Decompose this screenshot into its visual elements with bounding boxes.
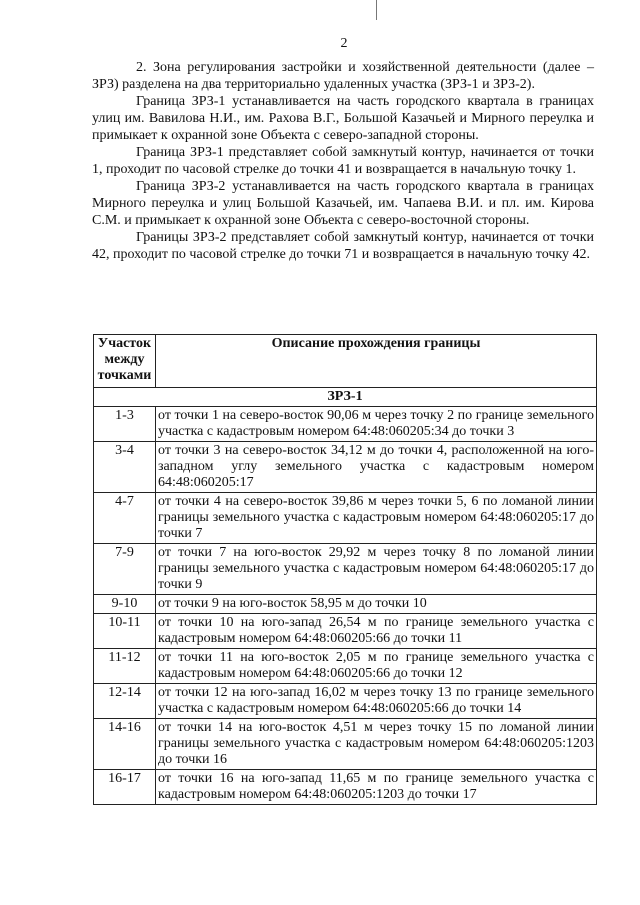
table-row — [94, 544, 597, 595]
paragraph-zone-intro: 2. Зона регулирования застройки и хозяйственной деятельности (далее – ЗРЗ) разделена на два территориально удаленных участка (ЗРЗ-1 и ЗРЗ-2). — [92, 60, 594, 92]
description-cell: от точки 10 на юго-запад 26,54 м по границе земельного участка с кадастровым номером 64:48:060205:66 до точки 11 — [156, 614, 597, 649]
segment-cell: 10-11 — [94, 614, 156, 649]
paragraph-zrz1-contour: Граница ЗРЗ-1 представляет собой замкнутый контур, начинается от точки 1, проходит по часовой стрелке до точки 41 и возвращается в начальную точку 1. — [92, 145, 594, 177]
table-row — [94, 407, 597, 442]
description-cell: от точки 16 на юго-запад 11,65 м по границе земельного участка с кадастровым номером 64:48:060205:1203 до точки 17 — [156, 770, 597, 805]
segment-cell: 9-10 — [94, 595, 156, 614]
paragraph-zrz1-boundary: Граница ЗРЗ-1 устанавливается на часть городского квартала в границах улиц им. Вавилова Н.И., им. Рахова В.Г., Большой Казачьей и Мирного переулка и примыкает к охранной зоне Объекта с северо-западной стороны. — [92, 94, 594, 143]
header-segment: Участок между точками — [94, 335, 156, 388]
segment-cell: 14-16 — [94, 719, 156, 770]
table-header-row — [94, 335, 597, 388]
table-row — [94, 493, 597, 544]
description-cell: от точки 12 на юго-запад 16,02 м через точку 13 по границе земельного участка с кадастровым номером 64:48:060205:66 до точки 14 — [156, 684, 597, 719]
description-cell: от точки 9 на юго-восток 58,95 м до точки 10 — [156, 595, 597, 614]
description-cell: от точки 3 на северо-восток 34,12 м до точки 4, расположенной на юго-западном углу земельного участка с кадастровым номером 64:48:060205:17 — [156, 442, 597, 493]
table-row — [94, 442, 597, 493]
zone-row — [94, 388, 597, 407]
table-row — [94, 684, 597, 719]
segment-cell: 1-3 — [94, 407, 156, 442]
table-row — [94, 770, 597, 805]
fold-line — [376, 0, 377, 20]
description-cell: от точки 1 на северо-восток 90,06 м через точку 2 по границе земельного участка с кадастровым номером 64:48:060205:34 до точки 3 — [156, 407, 597, 442]
description-cell: от точки 7 на юго-восток 29,92 м через точку 8 по ломаной линии границы земельного участка с кадастровым номером 64:48:060205:17 до точки 9 — [156, 544, 597, 595]
segment-cell: 11-12 — [94, 649, 156, 684]
segment-cell: 7-9 — [94, 544, 156, 595]
description-cell: от точки 14 на юго-восток 4,51 м через точку 15 по ломаной линии границы земельного участка с кадастровым номером 64:48:060205:1203 до точки 16 — [156, 719, 597, 770]
description-cell: от точки 4 на северо-восток 39,86 м через точки 5, 6 по ломаной линии границы земельного участка с кадастровым номером 64:48:060205:17 до точки 7 — [156, 493, 597, 544]
segment-cell: 4-7 — [94, 493, 156, 544]
header-description: Описание прохождения границы — [156, 335, 597, 388]
segment-cell: 12-14 — [94, 684, 156, 719]
boundary-table — [93, 334, 597, 805]
page-number: 2 — [340, 36, 348, 51]
segment-cell: 3-4 — [94, 442, 156, 493]
description-cell: от точки 11 на юго-восток 2,05 м по границе земельного участка с кадастровым номером 64:48:060205:66 до точки 12 — [156, 649, 597, 684]
table-row — [94, 614, 597, 649]
segment-cell: 16-17 — [94, 770, 156, 805]
table-row — [94, 719, 597, 770]
body-text — [92, 59, 594, 263]
table-row — [94, 595, 597, 614]
paragraph-zrz2-contour: Границы ЗРЗ-2 представляет собой замкнутый контур, начинается от точки 42, проходит по часовой стрелке до точки 71 и возвращается в начальную точку 42. — [92, 230, 594, 262]
table-row — [94, 649, 597, 684]
paragraph-zrz2-boundary: Граница ЗРЗ-2 устанавливается на часть городского квартала в границах Мирного переулка и улиц Большой Казачьей, им. Чапаева В.И. и пл. им. Кирова С.М. и примыкает к охранной зоне Объекта с северо-восточной стороны. — [92, 179, 594, 228]
zone-label: ЗРЗ-1 — [94, 388, 597, 407]
